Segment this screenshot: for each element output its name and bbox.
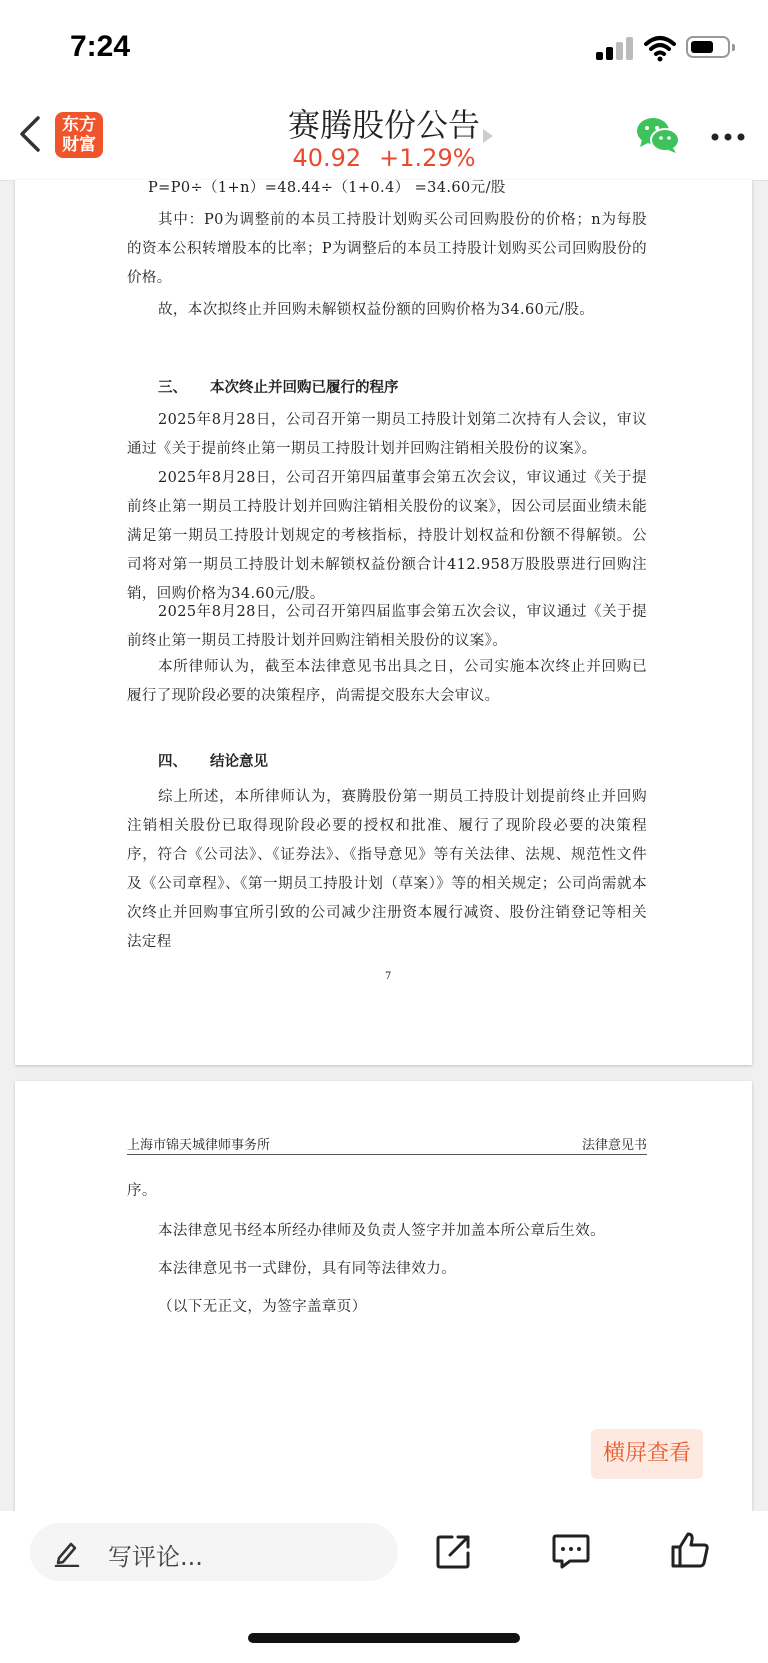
more-icon[interactable] xyxy=(710,132,746,142)
home-indicator xyxy=(248,1633,520,1643)
section-number: 四、 xyxy=(158,753,187,770)
status-time: 7:24 xyxy=(70,30,131,63)
share-icon[interactable] xyxy=(436,1533,472,1569)
section-title: 本次终止并回购已履行的程序 xyxy=(210,379,399,396)
document-page-7 xyxy=(15,180,752,1065)
section-number: 三、 xyxy=(158,379,187,396)
paragraph: 本法律意见书一式肆份，具有同等法律效力。 xyxy=(158,1261,456,1277)
wifi-icon xyxy=(644,34,676,62)
paragraph: 本所律师认为，截至本法律意见书出具之日，公司实施本次终止并回购已履行了现阶段必要的决策程序，尚需提交股东大会审议。 xyxy=(127,659,647,704)
landscape-view-button[interactable]: 横屏查看 xyxy=(591,1429,703,1479)
play-icon[interactable] xyxy=(482,128,494,144)
formula-text: P=P0÷（1+n）=48.44÷（1+0.4） =34.60元/股 xyxy=(148,180,506,196)
paragraph: 2025年8月28日，公司召开第一期员工持股计划第二次持有人会议，审议通过《关于提前终止第一期员工持股计划并回购注销相关股份的议案》。 xyxy=(127,412,647,457)
paragraph: 综上所述，本所律师认为，赛腾股份第一期员工持股计划提前终止并回购注销相关股份已取得现阶段必要的授权和批准、履行了现阶段必要的决策程序，符合《公司法》、《证券法》、《指导意见》等有关法律、法规、规范性文件及《公司章程》、《第一期员工持股计划（草案）》等的相关规定；公司尚需就本次终止并回购事宜所引致的公司减少注册资本履行减资、股份注销登记等相关法定程 xyxy=(127,789,647,950)
stock-price: 40.92 xyxy=(292,144,362,172)
comment-input[interactable] xyxy=(30,1523,398,1581)
page-number: 7 xyxy=(385,971,392,982)
section-heading-4 xyxy=(158,750,268,771)
paragraph: 故，本次拟终止并回购未解锁权益份额的回购价格为34.60元/股。 xyxy=(158,302,595,318)
battery-icon xyxy=(686,36,730,58)
wechat-icon[interactable] xyxy=(636,116,680,154)
logo-line2: 财富 xyxy=(62,135,96,155)
nav-bar xyxy=(0,92,768,181)
like-icon[interactable] xyxy=(670,1531,710,1569)
comment-placeholder: 写评论... xyxy=(108,1543,203,1571)
bottom-bar xyxy=(0,1511,768,1663)
header-doc-type: 法律意见书 xyxy=(581,1138,647,1153)
logo-line1: 东方 xyxy=(62,115,96,135)
page-title: 赛腾股份公告 xyxy=(287,106,480,144)
header-firm-name: 上海市锦天城律师事务所 xyxy=(127,1138,271,1153)
section-title: 结论意见 xyxy=(210,753,268,770)
comment-icon[interactable] xyxy=(552,1533,590,1569)
paragraph: （以下无正文，为签字盖章页） xyxy=(158,1299,367,1315)
section-heading-3 xyxy=(158,376,399,397)
paragraph: 其中：P0为调整前的本员工持股计划购买公司回购股份的价格；n为每股的资本公积转增股本的比率；P为调整后的本员工持股计划购买公司回购股份的价格。 xyxy=(127,212,647,286)
stock-change: +1.29% xyxy=(379,144,476,172)
paragraph: 2025年8月28日，公司召开第四届董事会第五次会议，审议通过《关于提前终止第一期员工持股计划并回购注销相关股份的议案》，因公司层面业绩未能满足第一期员工持股计划规定的考核指标，持股计划权益和份额不得解锁。公司将对第一期员工持股计划未解锁权益份额合计412.958万股股票进行回购注销，回购价格为34.60元/股。 xyxy=(127,470,647,602)
status-bar xyxy=(0,0,768,92)
page-header xyxy=(127,1134,647,1155)
paragraph: 序。 xyxy=(127,1183,157,1199)
paragraph: 2025年8月28日，公司召开第四届监事会第五次会议，审议通过《关于提前终止第一期员工持股计划并回购注销相关股份的议案》。 xyxy=(127,604,647,649)
pen-icon xyxy=(54,1539,80,1567)
signal-icon xyxy=(596,36,634,60)
paragraph: 本法律意见书经本所经办律师及负责人签字并加盖本所公章后生效。 xyxy=(158,1223,605,1239)
